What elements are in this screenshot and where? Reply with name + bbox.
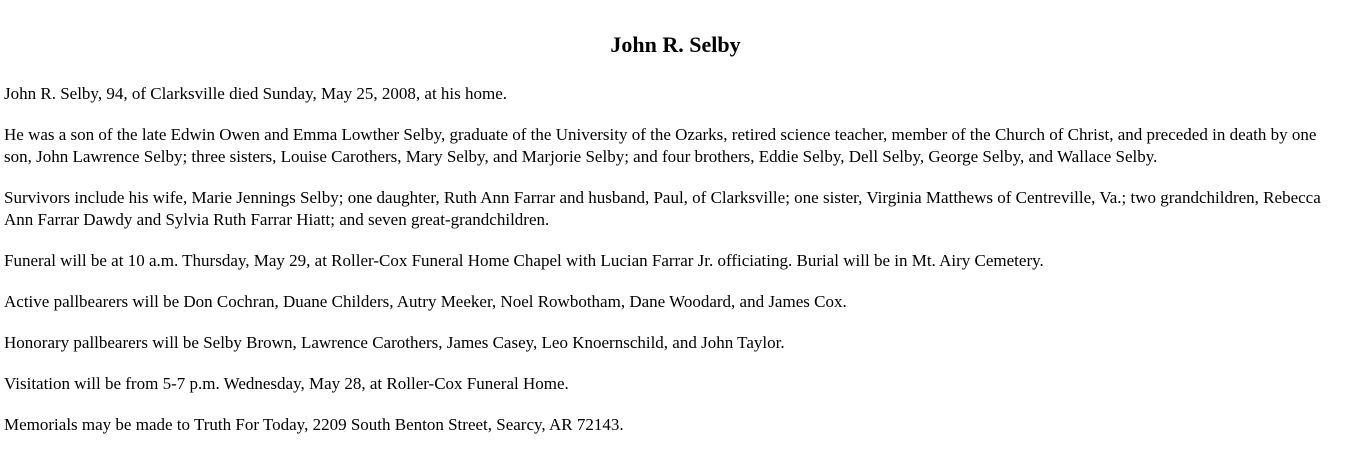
paragraph-honorary-pallbearers: Honorary pallbearers will be Selby Brown, Lawrence Carothers, James Casey, Leo Knoernschild, and John Taylor. — [4, 333, 785, 352]
paragraph-biography-predeceased: He was a son of the late Edwin Owen and Emma Lowther Selby, graduate of the University of the Ozarks, retired science teacher, member of the Church of Christ, and preceded in death by one son, John Lawrence Selby; three sisters, Louise Carothers, Mary Selby, and Marjorie Selby; and four brothers, Eddie Selby, Dell Selby, George Selby, and Wallace Selby. — [4, 125, 1317, 166]
paragraph-visitation: Visitation will be from 5-7 p.m. Wednesday, May 28, at Roller-Cox Funeral Home. — [4, 374, 569, 393]
paragraph-active-pallbearers: Active pallbearers will be Don Cochran, Duane Childers, Autry Meeker, Noel Rowbotham, Dane Woodard, and James Cox. — [4, 292, 847, 311]
paragraph-survivors: Survivors include his wife, Marie Jennings Selby; one daughter, Ruth Ann Farrar and husband, Paul, of Clarksville; one sister, Virginia Matthews of Centreville, Va.; two grandchildren, Rebecca Ann Farrar Dawdy and Sylvia Ruth Farrar Hiatt; and seven great-grandchildren. — [4, 188, 1321, 229]
page-title: John R. Selby — [610, 32, 741, 57]
paragraph-death-announcement: John R. Selby, 94, of Clarksville died Sunday, May 25, 2008, at his home. — [4, 84, 508, 103]
paragraph-memorials: Memorials may be made to Truth For Today, 2209 South Benton Street, Searcy, AR 72143. — [4, 415, 624, 434]
paragraph-funeral-details: Funeral will be at 10 a.m. Thursday, May 29, at Roller-Cox Funeral Home Chapel with Lucian Farrar Jr. officiating. Burial will be in Mt. Airy Cemetery. — [4, 251, 1044, 270]
